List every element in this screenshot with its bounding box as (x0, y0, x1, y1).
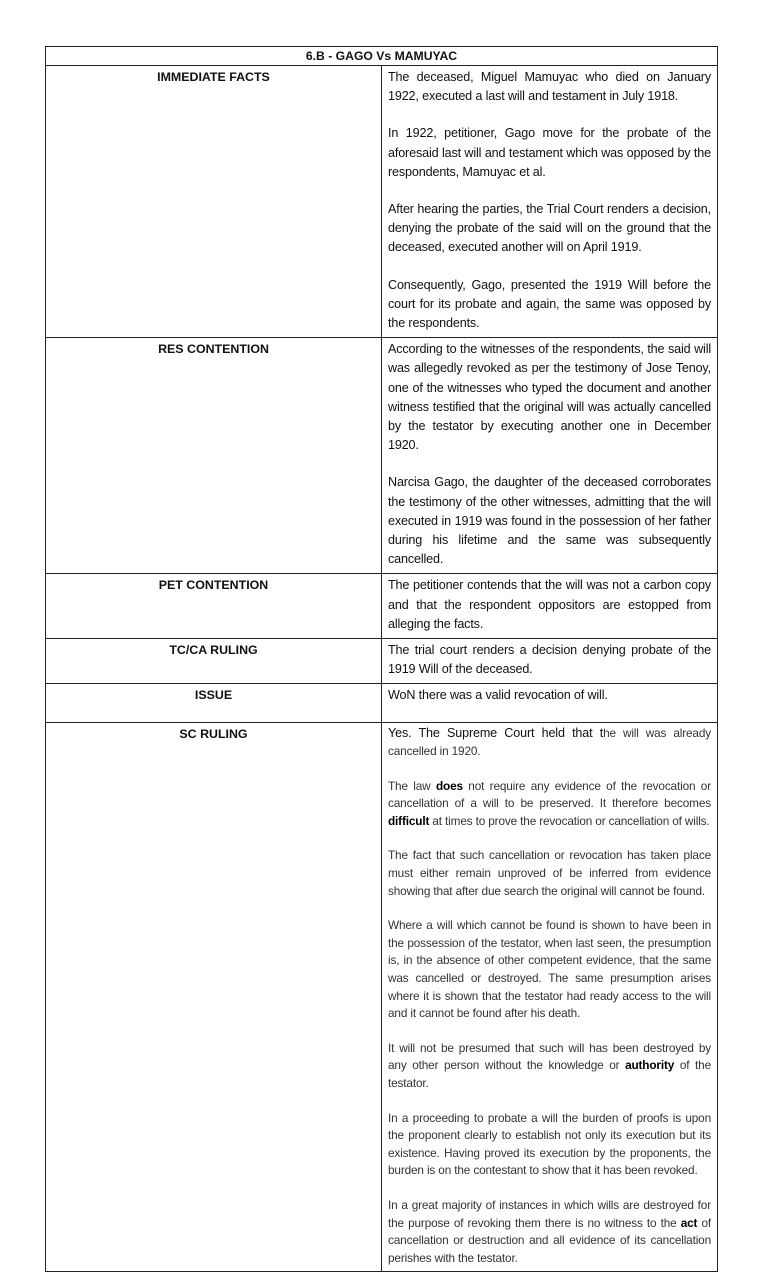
title-row (46, 47, 718, 66)
paragraph: According to the witnesses of the respondents, the said will was allegedly revoked as per the testimony of Jose Tenoy, one of the witnesses who typed the document and another witness testified that the original will was actually cancelled by the testator by executing another one in December 1920. (388, 342, 711, 453)
text-run: of cancellation or destruction and all evidence of its cancellation perishes with the testator. (388, 1215, 711, 1265)
text-run: In a great majority of instances in which wills are destroyed for the purpose of revoking them there is no witness to the (388, 1197, 711, 1230)
row-label: SC RULING (46, 723, 382, 1272)
paragraph (388, 1197, 711, 1267)
row-immediate-facts (46, 66, 718, 338)
emphasis: authority (625, 1058, 675, 1073)
text-run: It will not be presumed that such will has been destroyed by any other person without the knowledge or (388, 1040, 711, 1073)
row-label: RES CONTENTION (46, 338, 382, 574)
paragraph: After hearing the parties, the Trial Court renders a decision, denying the probate of the said will on the ground that the deceased, executed another will on April 1919. (388, 202, 711, 255)
row-content (382, 639, 718, 684)
paragraph: Narcisa Gago, the daughter of the deceased corroborates the testimony of the other witnesses, admitting that the will executed in 1919 was found in the possession of her father during his lifetime and the same was subsequently cancelled. (388, 475, 711, 567)
row-label: TC/CA RULING (46, 639, 382, 684)
text-run: The law (388, 778, 436, 793)
row-content (382, 574, 718, 639)
row-sc-ruling (46, 723, 718, 1272)
text-run: of the testator. (388, 1058, 712, 1090)
row-label: ISSUE (46, 684, 382, 723)
paragraph: WoN there was a valid revocation of will. (388, 688, 608, 703)
paragraph: The trial court renders a decision denying probate of the 1919 Will of the deceased. (388, 643, 711, 677)
ruling-lead-tail: he will was already cancelled in 1920. (388, 726, 711, 759)
ruling-lead: Yes. The Supreme Court held that t (388, 726, 604, 741)
paragraph (388, 778, 711, 831)
paragraph (388, 725, 711, 760)
paragraph: The deceased, Miguel Mamuyac who died on January 1922, executed a last will and testament in July 1918. (388, 70, 711, 104)
row-res-contention (46, 338, 718, 574)
paragraph: In 1922, petitioner, Gago move for the probate of the aforesaid last will and testament which was opposed by the respondents, Mamuyac et al. (388, 126, 711, 179)
paragraph (388, 1040, 711, 1093)
text-run: at times to prove the revocation or cancellation of wills. (429, 813, 710, 828)
row-content (382, 684, 718, 723)
paragraph: The fact that such cancellation or revocation has taken place must either remain unproved of be inferred from evidence showing that after due search the original will cannot be found. (388, 848, 711, 898)
paragraph: The petitioner contends that the will was not a carbon copy and that the respondent oppositors are estopped from alleging the facts. (388, 578, 711, 631)
emphasis: act (680, 1215, 698, 1230)
paragraph: Consequently, Gago, presented the 1919 Will before the court for its probate and again, the same was opposed by the respondents. (388, 277, 711, 331)
row-pet-contention (46, 574, 718, 639)
row-content (382, 338, 718, 574)
row-issue (46, 684, 718, 723)
row-content (382, 723, 718, 1272)
row-label: PET CONTENTION (46, 574, 382, 639)
emphasis: difficult (388, 813, 430, 828)
case-digest-table (45, 46, 718, 1272)
paragraph: Where a will which cannot be found is shown to have been in the possession of the testator, when last seen, the presumption is, in the absence of other competent evidence, that the same was cancelled or destroyed. The same presumption arises where it is shown that the testator had ready access to the will and it cannot be found after his death. (388, 918, 711, 1021)
text-run: not require any evidence of the revocation or cancellation of a will to be preserved. It therefore becomes (388, 778, 711, 811)
row-content (382, 66, 718, 338)
row-label: IMMEDIATE FACTS (46, 66, 382, 338)
row-tc-ca-ruling (46, 639, 718, 684)
emphasis: does (435, 778, 463, 793)
paragraph: In a proceeding to probate a will the burden of proofs is upon the proponent clearly to establish not only its execution but its existence. Having proved its execution by the proponents, the burden is on the contestant to show that it has been revoked. (388, 1110, 711, 1178)
case-title: 6.B - GAGO Vs MAMUYAC (46, 47, 718, 66)
